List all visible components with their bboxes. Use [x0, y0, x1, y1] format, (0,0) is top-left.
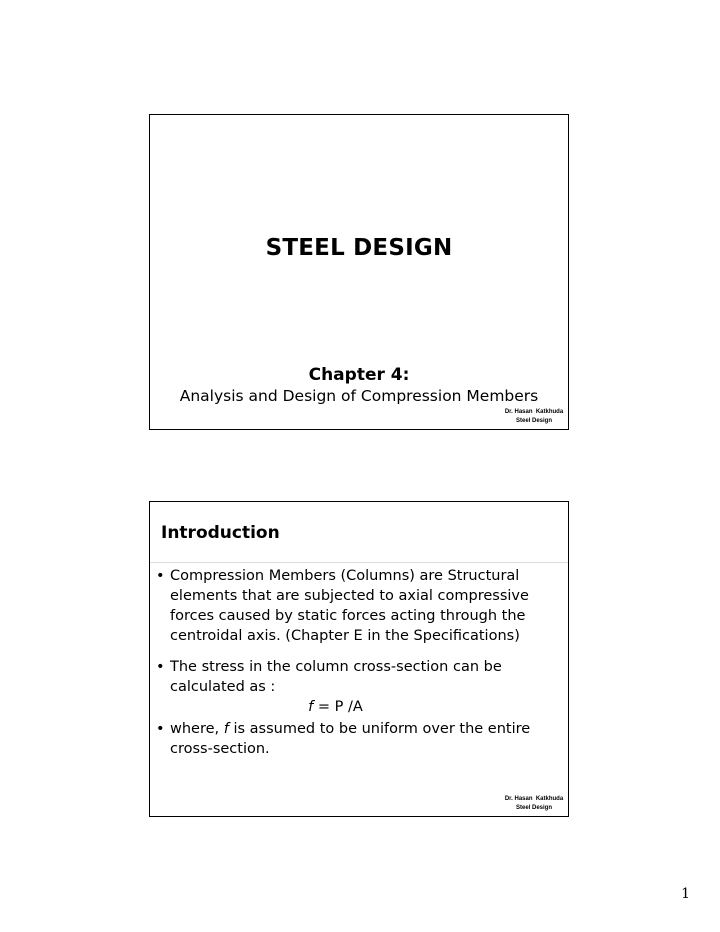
bullet-text: Compression Members (Columns) are Structural elements that are subjected to axial compressive forces caused by static forces acting through the centroidal axis. (Chapter E in the Specifications): [170, 568, 529, 644]
footer-author: Dr. Hasan Katkhuda: [504, 796, 564, 802]
bullet-list: [156, 566, 561, 770]
bullet-text-prefix: where,: [170, 721, 224, 737]
bullet-text-suffix: is assumed to be uniform over the entire cross-section.: [170, 721, 531, 757]
stress-formula: [170, 697, 561, 717]
bullet-text: The stress in the column cross-section can be calculated as :: [170, 659, 502, 695]
bullet-icon: •: [156, 721, 165, 737]
slide-heading: Introduction: [161, 523, 280, 543]
slide-footer: [503, 408, 565, 426]
formula-variable: f: [308, 699, 314, 715]
bullet-icon: •: [156, 659, 165, 675]
introduction-slide: [149, 501, 569, 817]
bullet-icon: •: [156, 568, 165, 584]
slide-footer: [503, 795, 565, 813]
footer-course: Steel Design: [515, 418, 552, 424]
title-slide: [149, 114, 569, 430]
footer-author: Dr. Hasan Katkhuda: [504, 409, 564, 415]
bullet-item: [156, 719, 561, 759]
bullet-variable: f: [223, 721, 229, 737]
chapter-heading: Chapter 4:: [308, 365, 410, 385]
page-number: 1: [681, 886, 690, 902]
heading-divider: [150, 562, 568, 563]
chapter-subtitle: Analysis and Design of Compression Members: [179, 387, 539, 405]
formula-expression: = P /A: [313, 699, 363, 715]
bullet-item: [156, 566, 561, 646]
slide-title: STEEL DESIGN: [265, 235, 453, 261]
bullet-item: [156, 657, 561, 717]
footer-course: Steel Design: [515, 805, 552, 811]
